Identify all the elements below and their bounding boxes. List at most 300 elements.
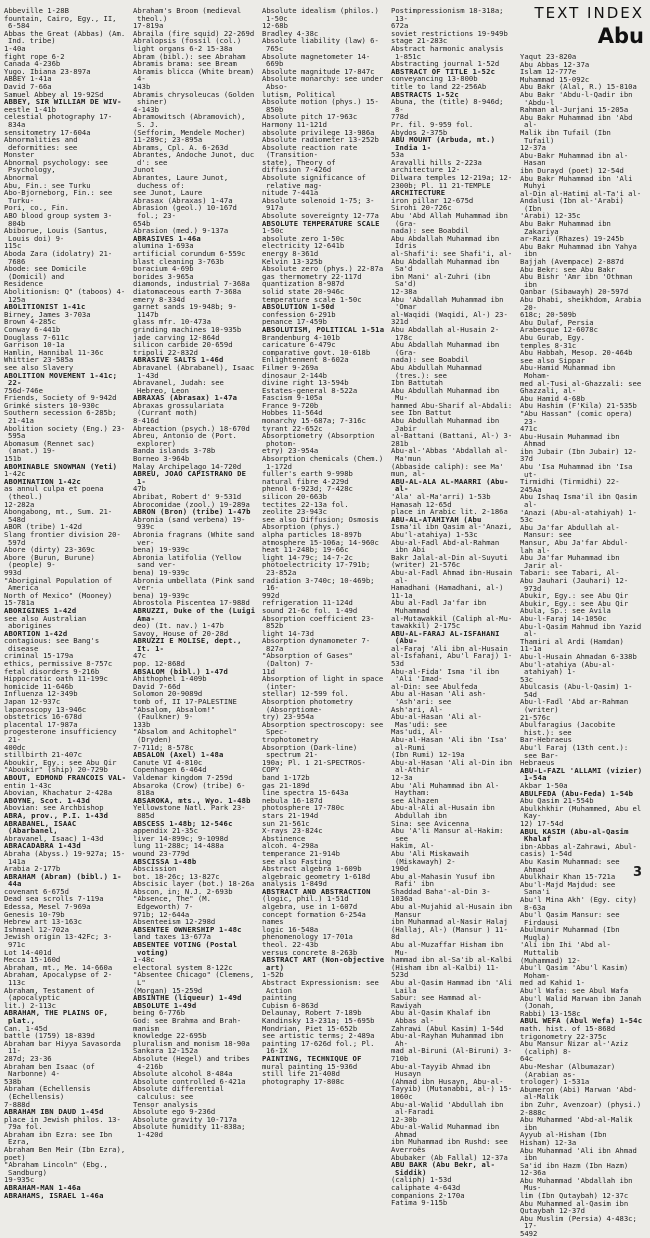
index-entry: algebraic geometry 1-618d — [262, 871, 371, 881]
index-entry: Mansur, Abu Ja'far Abdul- — [520, 538, 629, 547]
index-entry: Sankara 12-152a — [133, 1046, 198, 1056]
index-entry: Abolitionism: Q" (taboos) 4-125a — [4, 286, 126, 304]
index-entry: Abu Abdullah Muhammad (tres.): see — [391, 362, 482, 380]
index-entry: confession 6-291b — [262, 309, 336, 319]
index-entry: divine right 13-594b — [262, 378, 349, 388]
index-entry: ibn Mani' al-Zuhri (ibn Sa'd) — [391, 271, 491, 289]
index-entry: ABRAHAM (Abram) (bibl.) 1-44a — [4, 871, 122, 889]
index-entry: 8-416d — [133, 416, 159, 426]
index-entry: Abreu, Antonio de (Port. explorer) — [133, 431, 237, 448]
index-entry: Abu-Bakr Muhammad ibn al-Hasan — [520, 150, 629, 168]
index-entry: Absolute alcohol 8-484a — [133, 1069, 233, 1079]
index-entry: Abraha (Abyss.) 19-927a; 15-141a — [4, 848, 126, 866]
index-entry: Abscisic layer (bot.) 18-26a — [133, 879, 255, 889]
index-entry: Grimké sisters 10-930c — [4, 400, 100, 410]
index-entry: analysis 1-849d — [262, 879, 327, 889]
index-entry: ABSCESS 1-48b; 12-546c — [133, 818, 233, 828]
index-entry: Friends, Society of 9-942d — [4, 393, 117, 403]
index-entry: Jewish origin 13-42Fc; 3-971c — [4, 932, 113, 950]
index-entry: quantization 8-987d — [262, 279, 345, 289]
index-entry: Absolute zero (phys.) 22-87a — [262, 264, 384, 274]
index-entry: Zahrawi (Abul Kasim) 1-54d — [391, 1023, 504, 1033]
index-entry: emery 8-334d — [133, 294, 185, 304]
index-column-3 — [262, 6, 387, 1086]
index-entry: COPY — [262, 765, 280, 775]
index-entry: caliphate 4-643d — [391, 1183, 461, 1193]
index-entry: Abulkhkhir (Muhammed, Abu el Kay- — [520, 803, 642, 821]
index-entry: Postimpressionism 18-318a; 13- — [391, 6, 504, 23]
index-entry: Abu Bakr Muhammad ibn Yahya ibn — [520, 241, 637, 259]
index-entry: Ibn Battutah — [391, 378, 443, 388]
index-entry: Abu 'Abdallah Muhammad ibn 'Omar — [391, 294, 504, 312]
index-entry: grinding machines 10-935b — [133, 324, 242, 334]
index-entry: blast cleaning 3-763b — [133, 256, 224, 266]
index-entry: 143b — [133, 81, 151, 91]
index-entry: placental 17-987a — [4, 719, 78, 729]
index-entry: 53a — [391, 150, 404, 160]
index-entry: Savoy, House of 20-28d — [133, 628, 229, 638]
index-entry: 7-711d; 8-578c — [133, 742, 194, 752]
index-entry: Abu'l-atahiya) 1-53c — [391, 529, 478, 539]
index-entry: 471c — [520, 424, 538, 434]
index-entry: Brown 4-285c — [4, 317, 56, 327]
index-entry: mural painting 15-936d — [262, 1061, 358, 1071]
index-entry: Hippocratic oath 11-199c — [4, 674, 108, 684]
index-entry: "Aboriginal Population of America — [4, 575, 113, 593]
index-entry: Abu Muhammed 'Abd-al-Malik ibn — [520, 1115, 633, 1132]
index-entry: diatomaceous earth 7-368a — [133, 286, 242, 296]
index-entry: Malay Archipelago 14-720d — [133, 461, 242, 471]
index-entry: painting — [262, 993, 297, 1003]
index-entry: Abstract harmonic analysis 1-851c — [391, 43, 504, 61]
index-entry: Abrasion (geol.) 10-167d fol.; 23- — [133, 203, 237, 221]
index-entry: (writer) 21-576c — [391, 560, 461, 570]
index-entry: lung 11-288c; 14-488a — [133, 841, 224, 851]
index-entry: Abraham, Apocalypse of 2-113c — [4, 970, 113, 987]
index-entry: 7-888d — [4, 1099, 30, 1109]
index-entry: Dead sea scrolls 7-119a — [4, 894, 104, 904]
index-entry: Malik ibn Tufail (Ibn Tufail) — [520, 127, 611, 145]
index-entry: temperance 21-914b — [262, 848, 340, 858]
index-entry: Abu'l-atahiya (Abu-al-atahiyah) 1- — [520, 659, 616, 677]
index-entry: trophotometry — [262, 735, 319, 744]
index-entry: Absolute magnitude 17-847c — [262, 66, 375, 76]
index-entry: 321d — [391, 317, 409, 327]
index-entry: stars 21-194d — [262, 810, 319, 820]
index-entry: light 14-79c; 14-7-2c — [262, 552, 353, 562]
index-entry: light organs 6-2 15-38a — [133, 43, 233, 53]
index-entry: ABU-L-FAZL 'ALLAMI (vizier) 1-54a — [520, 765, 643, 783]
index-entry: Abu Ja'far Abdullah al-Mansur: see — [520, 522, 620, 540]
index-entry: ibn Zuhr, Avenzoar) (physi.) — [520, 1099, 642, 1109]
index-entry: Absorption (phys.) — [262, 522, 340, 532]
index-entry: al-Faraj 'Ali ibn al-Husain — [391, 643, 508, 653]
index-entry: Abongabong, mt., Sum. 21-548d — [4, 507, 113, 524]
index-entry: Abu Mansur Nizar al-'Aziz (caliph) 8- — [520, 1039, 629, 1056]
index-entry: Abu Bekr: see Abu Bakr — [520, 264, 616, 274]
index-entry: 12-36a — [520, 1168, 546, 1178]
index-entry: line spectra 15-643a — [262, 788, 349, 798]
index-entry: see also Fasting — [262, 856, 332, 866]
index-entry: 2300b; Pl. 11 21-TEMPLE — [391, 180, 491, 190]
index-entry: Brandenburg 4-101b — [262, 332, 340, 342]
index-entry: 115c — [4, 241, 22, 251]
index-entry: ABBEY, SIR WILLIAM DE WIV- — [4, 97, 122, 107]
index-entry: (caliph) 1-53d — [391, 1175, 452, 1185]
index-entry: glass mfr. 10-473a — [133, 317, 211, 327]
index-entry: nada): see Boabdil — [391, 355, 469, 365]
index-entry: ABRAHAMS, ISRAEL 1-46a — [4, 1190, 104, 1200]
index-entry: 'Ali ibn Ihi 'Abd al-Muttalib — [520, 940, 611, 958]
index-entry: (Hallaj, Al-) (Mansur ) 11- — [391, 924, 508, 934]
index-entry: phenomenology 17-701a — [262, 932, 353, 942]
index-entry: 12-68b — [262, 21, 288, 31]
index-entry: (Ahmad ibn Husayn, Abu-al- — [391, 1076, 504, 1086]
index-entry: Lot 14-401d — [4, 947, 52, 957]
index-entry: Can. 1-45d — [4, 1023, 48, 1033]
index-entry: Abstinence — [262, 833, 306, 843]
index-entry: Abrasax (Abraxas) 1-47a — [133, 195, 233, 205]
index-entry: versus concrete 8-263b — [262, 947, 358, 957]
index-entry: al-Shafi'i: see Shafi'i, al- — [391, 249, 513, 258]
index-entry: ABSOLUTION 1-50d — [262, 302, 335, 312]
index-entry: hammed Abu-Sharif al-Abdali: — [391, 400, 513, 410]
index-entry: monarchy 15-687a; 7-316c — [262, 416, 366, 426]
index-entry: 64c — [520, 1054, 533, 1064]
index-entry: Abu-al-Tayyib Ahmad ibn Husayn — [391, 1061, 491, 1079]
index-entry: Abu al-Mahasin Yusuf ibn Rafi' ibn — [391, 871, 495, 889]
index-entry: Absolute motion (phys.) 15-850b — [262, 97, 379, 114]
index-entry: Kandinsky 13-231a; 15-695b — [262, 1015, 375, 1025]
index-entry: solid state 20-946c — [262, 286, 345, 296]
index-entry: Abu al-Qasim Khalaf ibn Abbas al- — [391, 1008, 491, 1025]
index-entry: Abu Bakr Muhammad ibn 'Ali Muhyi — [520, 173, 633, 191]
index-entry: 53c — [520, 674, 533, 684]
index-entry: 1-40a — [4, 43, 26, 53]
index-entry: ABUL KASIM (Abu-al-Qasim Khalaf — [520, 826, 629, 844]
index-entry: 12) 17-54d — [520, 818, 564, 828]
index-entry: Abu Abdallah Muhammad ibn Idris — [391, 233, 500, 251]
index-entry: Isma'il ibn Qasim al-'Anazi, — [391, 522, 513, 532]
index-entry: ABOR (tribe) 1-42d — [4, 522, 82, 532]
index-entry: Edessa, Mesel 7-969a — [4, 902, 91, 912]
index-entry: (Abbaside caliph): see Ma' — [391, 461, 504, 471]
index-entry: 11d — [262, 666, 275, 676]
index-entry: silicon 20-663b — [262, 492, 327, 501]
index-entry: see also Australian aborigines — [4, 613, 87, 631]
index-entry: Abramowitsch (Abramovich), S. J. — [133, 112, 246, 129]
index-entry: 8d — [391, 932, 400, 942]
index-entry: Abu 'Isa Muhammad ibn 'Isa ut- — [520, 462, 633, 479]
index-entry: lutism, Political — [262, 89, 336, 99]
index-entry: ABRASIVES 1-46a — [133, 233, 201, 243]
index-entry: Abu Hashim (F'Kila) 21-535b — [520, 401, 637, 411]
index-entry: Mecca 15-160d — [4, 955, 61, 965]
index-entry: 37d — [520, 454, 533, 464]
index-entry: Abu Muhammed al-Qasim ibn — [520, 1198, 629, 1208]
index-entry: Abravanel (Abrabanel), Isaac 1-43d — [133, 362, 255, 380]
index-entry: Abu Hamid 4-68b — [520, 393, 585, 403]
index-entry: try) 23-954a — [262, 712, 314, 722]
index-entry: Bajjah (Avempace) 2-887d — [520, 257, 624, 267]
index-entry: ibn-Abbas al-Zahrawi, Abul- — [520, 841, 637, 851]
index-entry: Abovian, Khachatur 2-428a — [4, 788, 113, 798]
index-entry: Abu Abdullah Muhammad ibn Jabir — [391, 416, 500, 433]
index-entry: 756d-746e — [4, 385, 43, 395]
index-entry: Abore (Burun, Burune) (people) 9- — [4, 552, 95, 570]
index-entry: place in Jewish philos. 13-79a fol. — [4, 1114, 121, 1132]
index-entry: Hebrew art 13-163c — [4, 917, 82, 927]
index-entry: Absolute ego 9-236d — [133, 1107, 216, 1117]
index-entry: 992d — [262, 590, 280, 600]
index-entry: Abu Ishaq Isma'il ibn Qasim al- — [520, 492, 637, 510]
index-entry: 12-282a — [4, 499, 35, 509]
index-entry: 1-50c — [262, 226, 284, 236]
index-entry: 'Arabi) 12-35c — [520, 211, 581, 221]
index-entry: criminal 15-179a — [4, 651, 74, 661]
index-entry: Estates-general 8-522a — [262, 385, 358, 395]
index-entry: Abu Dhabi, sheikhdom, Arabia 20- — [520, 295, 642, 312]
index-entry: al-Din: see Abulfeda — [391, 681, 478, 691]
index-entry: al-Mutawakkil (Caliph al-Mu- — [391, 613, 513, 623]
index-entry: land taxes 13-677a — [133, 932, 211, 942]
index-entry: Absolute significance of relative mag- — [262, 173, 366, 190]
index-entry: al-Din al-Hatimi al-Ta'i al- — [520, 188, 642, 198]
index-entry: Bradley 4-38c — [262, 28, 319, 38]
index-entry: ABREU, JOAO CAPISTRANO DE 1- — [133, 469, 247, 486]
index-entry: ABSALOM (bibl.) 1-47d — [133, 666, 229, 676]
index-entry: Abula, Sp.: see Avila — [520, 606, 611, 616]
page-number: 3 — [632, 865, 642, 880]
index-entry: Abu Gurab, Egy. — [520, 332, 585, 342]
index-entry: Abu-al-Walid 'Abdullah ibn al-Faradi — [391, 1099, 504, 1117]
index-entry: ethics, permissive 8-757c — [4, 659, 113, 669]
index-entry: Yugo. Ibiana 23-897a — [4, 66, 91, 76]
index-entry: ABU MOUNT (Arbuda, mt.) India 1- — [391, 135, 496, 152]
index-entry: ABRUZZI, Duke of the (Luigi Ama- — [133, 605, 256, 623]
running-head: TEXT INDEX — [534, 4, 644, 22]
index-entry: hammad ibn al-Sa'ib al-Kalbi — [391, 955, 513, 965]
index-entry: Copenhagen 6-464d — [133, 765, 207, 775]
index-entry: "Abraham Lincoln" (Ebg., Sandburg) — [4, 1160, 108, 1177]
index-entry: Abrams, Cpl. A. 6-263d — [133, 142, 229, 152]
index-entry: tripoli 22-832d — [133, 347, 198, 357]
index-entry: Abubaker (Ab Fallal) 12-37a — [391, 1152, 508, 1162]
index-entry: Abu Bakr Muhammad ibn Zakariya — [520, 219, 611, 236]
index-entry: Abo-Bjorneborg, Fin.: see Turku- — [4, 188, 113, 205]
index-entry: Abu Bakr 'Abdu-l-Qadir ibn 'Abdu-l — [520, 89, 633, 107]
index-entry: ABSALON (Axel) 1-48a — [133, 750, 224, 760]
index-entry: 618c; 20-509b — [520, 310, 577, 320]
index-entry: obstetrics 16-678d — [4, 712, 82, 722]
index-entry: (Morgan) 15-259d — [133, 985, 203, 995]
index-entry: Birney, James 3-703a — [4, 309, 91, 319]
index-entry: ABUL WEFA (Abul Wefa) 1-54c — [520, 1016, 643, 1026]
index-entry: comparative govt. 10-618b — [262, 347, 371, 357]
index-entry: boracium 4-69b — [133, 264, 194, 274]
index-entry: Abraham (Echellensis (Echellensis) — [4, 1084, 91, 1101]
index-entry: jade carving 12-864d — [133, 332, 220, 342]
index-entry: ABRAHAM-MAN 1-46a — [4, 1183, 81, 1193]
index-entry: Absorption of light in space (inter- — [262, 674, 384, 691]
index-entry: tawakkil) 2-175c — [391, 621, 461, 631]
index-entry: Sina: see Avicenna — [391, 818, 469, 828]
index-entry: Abbeville 1-28B — [4, 6, 69, 15]
index-entry: Absaroka (Crow) (tribe) 6-818a — [133, 780, 246, 798]
index-entry: absolute zero 1-50c — [262, 233, 345, 243]
index-entry: nebula 16-187d — [262, 795, 323, 805]
index-entry: ABSENTEE OWNERSHIP 1-48c — [133, 924, 242, 934]
index-entry: etry) 23-954a — [262, 446, 319, 456]
index-entry: "Absentee Chicago" (Clemens, L" — [133, 970, 255, 987]
index-entry: ABSAROKA, mts., Wyo. 1-48b — [133, 795, 251, 805]
index-entry: Abu Abdallah Muhammad ibn Sa'd — [391, 256, 500, 274]
index-entry: temples 8-31c — [520, 340, 577, 350]
index-entry: med al-Tusi al-Ghazzali: see — [520, 378, 642, 388]
index-entry: radiation 3-740c; 10-469b; 16- — [262, 575, 375, 593]
index-entry: Valdemar kingdom 7-259d — [133, 772, 233, 782]
index-entry: Absenteeism 12-298d — [133, 917, 216, 927]
index-entry: Whittier 23-585a — [4, 355, 74, 365]
index-entry: Yaqut 23-820a — [520, 52, 577, 61]
index-entry: painting 17-626d fol.; Pl. 16-IX — [262, 1038, 375, 1056]
index-entry: Pori, co., Fin. — [4, 203, 69, 213]
index-entry: Abraham ibn Ezra: see Ibn Ezra, — [4, 1129, 113, 1147]
index-entry: ABU-AL-ALA AL-MAARRI (Abu-al- — [391, 476, 509, 494]
index-entry: Garrison 10-1a — [4, 340, 65, 350]
index-entry: ABRABANEL, ISAAC (Abarbanel, — [4, 818, 77, 836]
index-entry: covenant 6-675d — [4, 886, 69, 896]
index-entry: Abu Muhammad 'Ali ibn Ahmad ibn — [520, 1145, 637, 1163]
index-entry: ABSOLUTISM, POLITICAL 1-51a — [262, 324, 385, 334]
index-entry: Tabari: see Tabari, Al- — [520, 568, 620, 578]
index-entry: Junot — [133, 165, 155, 175]
index-entry: 710b — [391, 1053, 409, 1063]
index-entry: 2-888c — [520, 1107, 546, 1117]
index-entry: entin 1-43c — [4, 780, 52, 790]
index-entry: poet) — [4, 1152, 26, 1162]
index-entry: Southern secession 6-285b; 21-41a — [4, 408, 117, 426]
index-entry: Absorptiometry (Absorption photom- — [262, 431, 375, 448]
index-entry: progesterone insufficiency 21- — [4, 727, 117, 744]
index-entry: 11-1a — [391, 590, 413, 600]
index-entry: 47c — [133, 651, 146, 661]
index-entry: pluralism and monism 18-90a — [133, 1038, 250, 1048]
index-entry: Absolute idealism (philos.) 1-50c — [262, 6, 379, 23]
index-column-2 — [133, 6, 258, 1139]
index-entry: still life 21-408d — [262, 1069, 340, 1079]
index-entry: refrigeration 11-124d — [262, 598, 353, 608]
index-entry: Abstract algebra 1-609b — [262, 864, 362, 874]
index-entry: Fatima 9-115b — [391, 1198, 448, 1208]
index-entry: penance 17-459b — [262, 317, 327, 327]
index-entry: 287d; 23-36 — [4, 1053, 52, 1063]
index-entry: pop. 12-868d — [133, 659, 185, 669]
index-entry: ibn Jubair (Ibn Jubair) 12- — [520, 446, 637, 456]
index-entry: Abrantes, Laure Junot, duchess of: — [133, 173, 229, 190]
index-entry: Abu Abdallah Muhammad ibn (Gra- — [391, 340, 500, 357]
index-entry: ABOUT, EDMOND FRANCOIS VAL- — [4, 772, 127, 782]
index-entry: stage 21-283c — [391, 36, 448, 46]
index-entry: nada): see Boabdil — [391, 226, 469, 236]
index-entry: photography 17-808c — [262, 1076, 345, 1086]
index-entry: Abraham ben Isaac (of Narbonne) 4- — [4, 1061, 95, 1079]
index-entry: Abrostola Piscentea 17-988d — [133, 598, 250, 608]
index-entry: Abu'l-Majd Majdud: see Sana'i — [520, 879, 616, 897]
index-entry: celestial photography 17-834a — [4, 112, 113, 129]
index-entry: Abukir, Egy.: see Abu Qir — [520, 591, 629, 601]
index-entry: Bakr Jalal-al-Din al-Suyuti — [391, 552, 508, 562]
index-entry: David 7-66d — [133, 681, 181, 691]
index-entry: Abydos 2-375b — [391, 127, 448, 137]
index-entry: ABU BAKR (Abu Bekr, al-Siddik) — [391, 1160, 496, 1177]
index-entry: Abu Ja'far Muhammad ibn Jarir al- — [520, 553, 620, 570]
index-entry: Hakim, Al- — [391, 841, 435, 851]
index-entry: ABRAHAM, THE PLAINS OF, plat., — [4, 1008, 109, 1025]
index-entry: Shaddad Baha'-al-Din 3- — [391, 886, 491, 896]
index-entry: Abu'l Wafa: see Abul Wafa — [520, 986, 629, 996]
index-column-5 — [520, 52, 644, 1238]
index-entry: ABU-AL-ATAHIYAH (Abu — [391, 514, 482, 524]
index-entry: ABSTRACT OF TITLE 1-52c — [391, 66, 496, 76]
index-entry: 11-289c; 23-895a — [133, 135, 203, 145]
index-entry: 5492 — [520, 1229, 538, 1238]
index-entry: dinosaur 2-144b — [262, 370, 327, 380]
index-entry: Abu Bishr 'Amr ibn 'Othman ibn — [520, 272, 633, 289]
index-entry: theol. 22-43b — [262, 940, 319, 950]
index-entry: Abravanel, Judah: see Hebreo, Leon — [133, 378, 224, 395]
index-entry: Absolute solenoid 1-75; 3-917a — [262, 195, 375, 213]
index-entry: zeolite 23-943c — [262, 507, 327, 517]
index-entry: Andalusi (Ibn al-'Arabi) (Ibn — [520, 196, 624, 213]
index-entry: 133b — [133, 719, 151, 729]
index-entry: Dilwara temples 12-219a; 12- — [391, 173, 513, 183]
index-entry: companions 2-170a — [391, 1190, 465, 1200]
index-entry: ABULFEDA (Abu-Feda) 1-54b — [520, 788, 634, 798]
index-entry: appendix 21-35c — [133, 826, 198, 836]
index-entry: Abronia (sand verbena) 19-939c — [133, 514, 246, 532]
index-entry: Hisham) 12-3a — [520, 1137, 577, 1147]
index-entry: Abu Abdallah al-Husain 2-178c — [391, 324, 500, 342]
index-entry: 11-1a — [520, 644, 542, 654]
index-entry: Abraham Ben Meir (Ibn Ezra), — [4, 1145, 126, 1155]
index-entry: concept formation 6-254a — [262, 909, 366, 919]
index-entry: 654b — [133, 218, 151, 228]
index-entry: Absolute (Hegel) and tribes 4-216b — [133, 1053, 250, 1071]
index-entry: Abronia umbellata (Pink sand ver- — [133, 575, 255, 593]
index-entry: Abu Bakr Muhammad ibn 'Abd al- — [520, 112, 633, 130]
index-entry: Fascism 9-105a — [262, 393, 323, 403]
index-entry: photosphere 17-780c — [262, 803, 345, 813]
index-entry: soviet restrictions 19-949b — [391, 28, 508, 38]
index-entry: alumina 1-693a — [133, 241, 194, 251]
index-entry: Abu-al-Hasan 'Ali al-Din ibn al-Athir — [391, 757, 513, 775]
index-entry: ABRUZZI E MOLISE, dept., It. 1- — [133, 636, 242, 653]
index-entry: med ad Kahid 1- — [520, 978, 585, 988]
index-entry: tyrant 22-652c — [262, 423, 323, 433]
index-entry: Abramis chrysoleucas (Golden shiner) — [133, 89, 255, 107]
index-entry: contagious: see Bang's disease — [4, 636, 100, 653]
index-entry: Abramis blicca (White bream) 4- — [133, 66, 255, 84]
index-column-4 — [391, 6, 516, 1208]
index-entry: heat 11-248b; 19-66c — [262, 545, 349, 555]
index-entry: ARCHITECTURE — [391, 188, 446, 198]
index-entry: Absolute humidity 11-838a; 1-420d — [133, 1122, 246, 1139]
index-entry: ABRACADABRA 1-43d — [4, 841, 81, 851]
index-entry: Abovian: see Archbishop — [4, 803, 104, 813]
index-entry: Abu'l Qasim 'Abu'l Kasim) Moham- — [520, 963, 629, 980]
index-entry: Abu-al-Fida' Isma 'il ibn 'Ali 'Imad- — [391, 666, 500, 684]
